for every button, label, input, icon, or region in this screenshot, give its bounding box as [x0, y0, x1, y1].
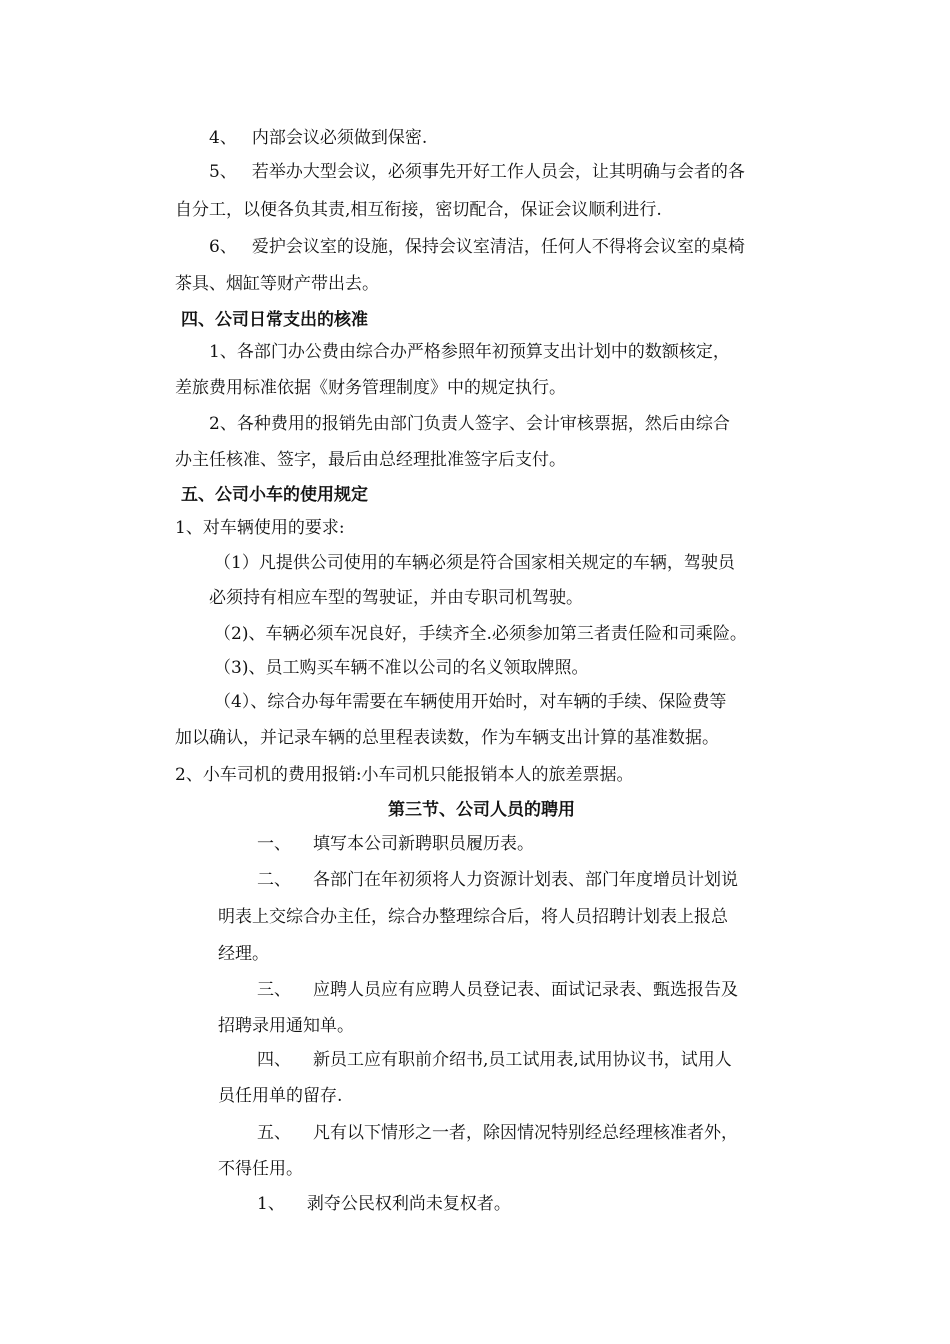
paragraph-line: （4）、综合办每年需要在车辆使用开始时，对车辆的手续、保险费等	[214, 692, 727, 712]
item-number: 5、	[209, 162, 237, 182]
section-heading: 四、公司日常支出的核准	[181, 310, 368, 330]
paragraph-line: 明表上交综合办主任，综合办整理综合后，将人员招聘计划表上报总	[218, 907, 728, 927]
list-item	[257, 1122, 738, 1144]
item-text: 填写本公司新聘职员履历表。	[313, 834, 534, 854]
paragraph-line: 办主任核准、签字，最后由总经理批准签字后支付。	[175, 450, 566, 470]
paragraph-line: 1、各部门办公费由综合办严格参照年初预算支出计划中的数额核定，	[209, 342, 730, 362]
paragraph-line: 茶具、烟缸等财产带出去。	[175, 274, 379, 294]
list-item	[257, 1193, 511, 1215]
paragraph-line: （2)、车辆必须车况良好，手续齐全.必须参加第三者责任险和司乘险。	[214, 624, 747, 644]
list-item	[257, 869, 738, 891]
paragraph-line: 差旅费用标准依据《财务管理制度》中的规定执行。	[175, 378, 566, 398]
item-text: 内部会议必须做到保密.	[251, 128, 428, 148]
list-item	[209, 236, 805, 258]
paragraph-line: 必须持有相应车型的驾驶证，并由专职司机驾驶。	[209, 588, 583, 608]
paragraph-line: 不得任用。	[218, 1159, 303, 1179]
paragraph-line: 经理。	[218, 944, 269, 964]
item-number: 一、	[257, 834, 291, 854]
item-text: 若举办大型会议，必须事先开好工作人员会，让其明确与会者的各	[251, 162, 745, 182]
section-heading: 五、公司小车的使用规定	[181, 485, 368, 505]
list-item	[257, 979, 738, 1001]
item-text: 凡有以下情形之一者，除因情况特别经总经理核准者外，	[313, 1123, 738, 1143]
item-number: 五、	[257, 1123, 291, 1143]
item-number: 四、	[257, 1050, 291, 1070]
paragraph-line: 员任用单的留存.	[218, 1086, 343, 1106]
item-number: 二、	[257, 870, 291, 890]
item-text: 各部门在年初须将人力资源计划表、部门年度增员计划说	[313, 870, 738, 890]
paragraph-line: 招聘录用通知单。	[218, 1016, 354, 1036]
paragraph-line: 自分工，以便各负其责,相互衔接，密切配合，保证会议顺利进行.	[175, 200, 662, 220]
paragraph-line: 2、小车司机的费用报销:小车司机只能报销本人的旅差票据。	[175, 765, 634, 785]
chapter-heading: 第三节、公司人员的聘用	[388, 800, 575, 820]
paragraph-line: （1）凡提供公司使用的车辆必须是符合国家相关规定的车辆，驾驶员	[214, 553, 735, 573]
item-text: 爱护会议室的设施，保持会议室清洁，任何人不得将会议室的桌椅	[251, 237, 745, 257]
paragraph-line: （3)、员工购买车辆不准以公司的名义领取牌照。	[214, 658, 589, 678]
list-item	[209, 161, 805, 183]
paragraph-line: 加以确认，并记录车辆的总里程表读数，作为车辆支出计算的基准数据。	[175, 728, 719, 748]
list-item	[257, 833, 534, 855]
item-number: 4、	[209, 128, 237, 148]
item-number: 1、	[257, 1194, 285, 1214]
item-text: 新员工应有职前介绍书,员工试用表,试用协议书，试用人	[313, 1050, 732, 1070]
item-text: 应聘人员应有应聘人员登记表、面试记录表、甄选报告及	[313, 980, 738, 1000]
item-number: 6、	[209, 237, 237, 257]
paragraph-line: 1、对车辆使用的要求:	[175, 518, 345, 538]
item-number: 三、	[257, 980, 291, 1000]
item-text: 剥夺公民权利尚未复权者。	[306, 1194, 511, 1214]
list-item	[209, 127, 427, 149]
paragraph-line: 2、各种费用的报销先由部门负责人签字、会计审核票据，然后由综合	[209, 414, 730, 434]
list-item	[257, 1049, 732, 1071]
